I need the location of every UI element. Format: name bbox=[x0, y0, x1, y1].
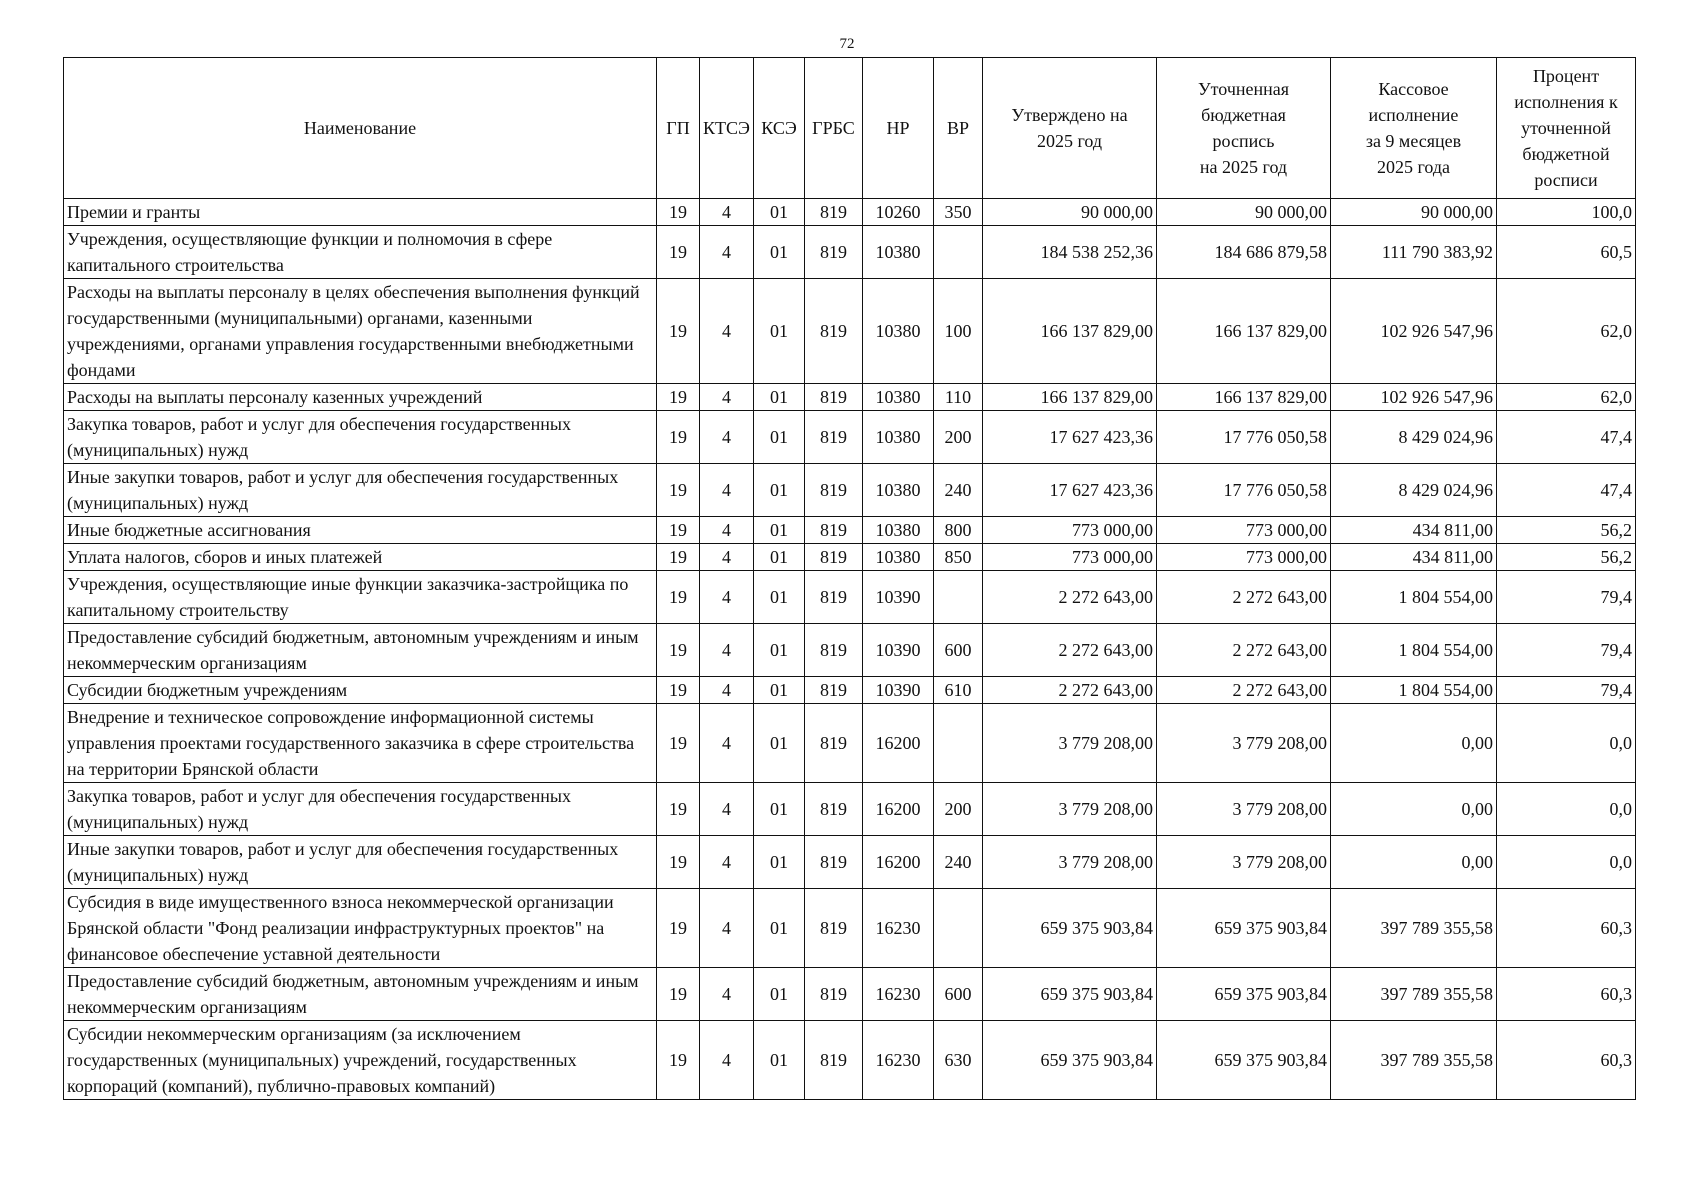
cell-ktse: 4 bbox=[700, 411, 754, 464]
cell-refined: 3 779 208,00 bbox=[1157, 704, 1331, 783]
cell-ktse: 4 bbox=[700, 1021, 754, 1100]
cell-name: Расходы на выплаты персоналу в целях обеспечения выполнения функций государственными (муниципальными) органами, казенными учреждениями, органами управления государственными внебюджетными фондами bbox=[64, 279, 657, 384]
cell-refined: 773 000,00 bbox=[1157, 517, 1331, 544]
cell-cash: 1 804 554,00 bbox=[1331, 677, 1497, 704]
cell-refined: 3 779 208,00 bbox=[1157, 783, 1331, 836]
cell-refined: 2 272 643,00 bbox=[1157, 677, 1331, 704]
cell-gp: 19 bbox=[657, 704, 700, 783]
header-kse: КСЭ bbox=[754, 58, 805, 199]
cell-percent: 0,0 bbox=[1497, 704, 1636, 783]
cell-refined: 166 137 829,00 bbox=[1157, 279, 1331, 384]
cell-gp: 19 bbox=[657, 464, 700, 517]
cell-grbs: 819 bbox=[805, 1021, 863, 1100]
cell-refined: 17 776 050,58 bbox=[1157, 411, 1331, 464]
cell-ktse: 4 bbox=[700, 968, 754, 1021]
cell-gp: 19 bbox=[657, 226, 700, 279]
cell-vr: 800 bbox=[934, 517, 983, 544]
cell-percent: 47,4 bbox=[1497, 411, 1636, 464]
cell-gp: 19 bbox=[657, 411, 700, 464]
cell-name: Субсидия в виде имущественного взноса некоммерческой организации Брянской области "Фонд реализации инфраструктурных проектов" на финансовое обеспечение уставной деятельности bbox=[64, 889, 657, 968]
cell-cash: 102 926 547,96 bbox=[1331, 279, 1497, 384]
cell-grbs: 819 bbox=[805, 384, 863, 411]
cell-kse: 01 bbox=[754, 677, 805, 704]
cell-name: Уплата налогов, сборов и иных платежей bbox=[64, 544, 657, 571]
cell-vr: 630 bbox=[934, 1021, 983, 1100]
cell-approved: 773 000,00 bbox=[983, 517, 1157, 544]
cell-np: 10390 bbox=[863, 571, 934, 624]
cell-approved: 17 627 423,36 bbox=[983, 464, 1157, 517]
cell-grbs: 819 bbox=[805, 968, 863, 1021]
cell-cash: 0,00 bbox=[1331, 783, 1497, 836]
header-refined: Уточненная бюджетная роспись на 2025 год bbox=[1157, 58, 1331, 199]
cell-np: 16200 bbox=[863, 836, 934, 889]
cell-ktse: 4 bbox=[700, 199, 754, 226]
cell-cash: 1 804 554,00 bbox=[1331, 624, 1497, 677]
cell-grbs: 819 bbox=[805, 464, 863, 517]
cell-gp: 19 bbox=[657, 1021, 700, 1100]
cell-cash: 111 790 383,92 bbox=[1331, 226, 1497, 279]
table-row bbox=[64, 783, 1636, 836]
budget-table bbox=[63, 57, 1636, 1100]
cell-vr: 600 bbox=[934, 624, 983, 677]
cell-vr: 200 bbox=[934, 411, 983, 464]
cell-approved: 773 000,00 bbox=[983, 544, 1157, 571]
cell-name: Учреждения, осуществляющие иные функции заказчика-застройщика по капитальному строительству bbox=[64, 571, 657, 624]
header-vr: ВР bbox=[934, 58, 983, 199]
cell-name: Субсидии бюджетным учреждениям bbox=[64, 677, 657, 704]
table-row bbox=[64, 199, 1636, 226]
cell-refined: 166 137 829,00 bbox=[1157, 384, 1331, 411]
cell-gp: 19 bbox=[657, 783, 700, 836]
cell-vr: 610 bbox=[934, 677, 983, 704]
table-row bbox=[64, 624, 1636, 677]
header-cash: Кассовое исполнение за 9 месяцев 2025 года bbox=[1331, 58, 1497, 199]
cell-kse: 01 bbox=[754, 889, 805, 968]
cell-percent: 62,0 bbox=[1497, 279, 1636, 384]
cell-name: Субсидии некоммерческим организациям (за исключением государственных (муниципальных) учреждений, государственных корпораций (компаний), публично-правовых компаний) bbox=[64, 1021, 657, 1100]
cell-cash: 1 804 554,00 bbox=[1331, 571, 1497, 624]
cell-refined: 90 000,00 bbox=[1157, 199, 1331, 226]
table-row bbox=[64, 677, 1636, 704]
cell-name: Закупка товаров, работ и услуг для обеспечения государственных (муниципальных) нужд bbox=[64, 411, 657, 464]
cell-approved: 2 272 643,00 bbox=[983, 571, 1157, 624]
cell-kse: 01 bbox=[754, 517, 805, 544]
cell-grbs: 819 bbox=[805, 199, 863, 226]
cell-vr bbox=[934, 704, 983, 783]
cell-name: Премии и гранты bbox=[64, 199, 657, 226]
cell-name: Иные закупки товаров, работ и услуг для обеспечения государственных (муниципальных) нужд bbox=[64, 836, 657, 889]
cell-refined: 659 375 903,84 bbox=[1157, 968, 1331, 1021]
cell-kse: 01 bbox=[754, 199, 805, 226]
cell-approved: 2 272 643,00 bbox=[983, 677, 1157, 704]
cell-grbs: 819 bbox=[805, 624, 863, 677]
cell-name: Предоставление субсидий бюджетным, автономным учреждениям и иным некоммерческим организациям bbox=[64, 624, 657, 677]
cell-vr: 240 bbox=[934, 464, 983, 517]
cell-cash: 8 429 024,96 bbox=[1331, 464, 1497, 517]
header-grbs: ГРБС bbox=[805, 58, 863, 199]
cell-percent: 47,4 bbox=[1497, 464, 1636, 517]
cell-cash: 0,00 bbox=[1331, 836, 1497, 889]
cell-grbs: 819 bbox=[805, 889, 863, 968]
cell-np: 16230 bbox=[863, 889, 934, 968]
cell-approved: 3 779 208,00 bbox=[983, 783, 1157, 836]
table-row bbox=[64, 968, 1636, 1021]
cell-kse: 01 bbox=[754, 384, 805, 411]
page-number: 72 bbox=[839, 36, 855, 52]
cell-name: Предоставление субсидий бюджетным, автономным учреждениям и иным некоммерческим организациям bbox=[64, 968, 657, 1021]
cell-percent: 60,3 bbox=[1497, 1021, 1636, 1100]
cell-ktse: 4 bbox=[700, 517, 754, 544]
cell-np: 16200 bbox=[863, 783, 934, 836]
cell-approved: 2 272 643,00 bbox=[983, 624, 1157, 677]
cell-gp: 19 bbox=[657, 384, 700, 411]
cell-percent: 0,0 bbox=[1497, 836, 1636, 889]
cell-percent: 56,2 bbox=[1497, 544, 1636, 571]
cell-kse: 01 bbox=[754, 279, 805, 384]
table-row bbox=[64, 889, 1636, 968]
cell-gp: 19 bbox=[657, 279, 700, 384]
cell-gp: 19 bbox=[657, 624, 700, 677]
cell-approved: 3 779 208,00 bbox=[983, 704, 1157, 783]
cell-approved: 3 779 208,00 bbox=[983, 836, 1157, 889]
cell-grbs: 819 bbox=[805, 677, 863, 704]
cell-np: 10260 bbox=[863, 199, 934, 226]
cell-percent: 79,4 bbox=[1497, 624, 1636, 677]
table-header-row bbox=[64, 58, 1636, 199]
cell-grbs: 819 bbox=[805, 517, 863, 544]
cell-grbs: 819 bbox=[805, 704, 863, 783]
cell-gp: 19 bbox=[657, 968, 700, 1021]
cell-grbs: 819 bbox=[805, 226, 863, 279]
cell-grbs: 819 bbox=[805, 783, 863, 836]
cell-cash: 102 926 547,96 bbox=[1331, 384, 1497, 411]
cell-ktse: 4 bbox=[700, 384, 754, 411]
table-row bbox=[64, 1021, 1636, 1100]
cell-ktse: 4 bbox=[700, 624, 754, 677]
cell-percent: 60,3 bbox=[1497, 968, 1636, 1021]
table-row bbox=[64, 571, 1636, 624]
cell-percent: 56,2 bbox=[1497, 517, 1636, 544]
cell-np: 16230 bbox=[863, 968, 934, 1021]
cell-refined: 659 375 903,84 bbox=[1157, 1021, 1331, 1100]
header-percent: Процент исполнения к уточненной бюджетной росписи bbox=[1497, 58, 1636, 199]
cell-np: 10380 bbox=[863, 384, 934, 411]
cell-approved: 659 375 903,84 bbox=[983, 968, 1157, 1021]
cell-gp: 19 bbox=[657, 677, 700, 704]
cell-refined: 2 272 643,00 bbox=[1157, 571, 1331, 624]
cell-grbs: 819 bbox=[805, 279, 863, 384]
cell-name: Учреждения, осуществляющие функции и полномочия в сфере капитального строительства bbox=[64, 226, 657, 279]
cell-approved: 659 375 903,84 bbox=[983, 1021, 1157, 1100]
cell-np: 10390 bbox=[863, 677, 934, 704]
table-row bbox=[64, 226, 1636, 279]
cell-kse: 01 bbox=[754, 464, 805, 517]
cell-kse: 01 bbox=[754, 544, 805, 571]
cell-vr: 110 bbox=[934, 384, 983, 411]
cell-vr: 200 bbox=[934, 783, 983, 836]
cell-cash: 90 000,00 bbox=[1331, 199, 1497, 226]
cell-cash: 8 429 024,96 bbox=[1331, 411, 1497, 464]
cell-ktse: 4 bbox=[700, 226, 754, 279]
cell-gp: 19 bbox=[657, 571, 700, 624]
cell-ktse: 4 bbox=[700, 677, 754, 704]
cell-ktse: 4 bbox=[700, 783, 754, 836]
header-approved: Утверждено на 2025 год bbox=[983, 58, 1157, 199]
cell-kse: 01 bbox=[754, 571, 805, 624]
cell-gp: 19 bbox=[657, 199, 700, 226]
cell-ktse: 4 bbox=[700, 704, 754, 783]
cell-vr: 350 bbox=[934, 199, 983, 226]
header-np: НР bbox=[863, 58, 934, 199]
cell-vr bbox=[934, 226, 983, 279]
cell-percent: 60,3 bbox=[1497, 889, 1636, 968]
cell-np: 10380 bbox=[863, 279, 934, 384]
cell-percent: 60,5 bbox=[1497, 226, 1636, 279]
table-row bbox=[64, 517, 1636, 544]
cell-percent: 62,0 bbox=[1497, 384, 1636, 411]
table-row bbox=[64, 464, 1636, 517]
cell-percent: 79,4 bbox=[1497, 677, 1636, 704]
cell-percent: 0,0 bbox=[1497, 783, 1636, 836]
cell-vr bbox=[934, 889, 983, 968]
cell-ktse: 4 bbox=[700, 464, 754, 517]
table-row bbox=[64, 279, 1636, 384]
cell-approved: 90 000,00 bbox=[983, 199, 1157, 226]
cell-cash: 397 789 355,58 bbox=[1331, 968, 1497, 1021]
cell-np: 10380 bbox=[863, 544, 934, 571]
cell-name: Расходы на выплаты персоналу казенных учреждений bbox=[64, 384, 657, 411]
cell-approved: 659 375 903,84 bbox=[983, 889, 1157, 968]
cell-grbs: 819 bbox=[805, 544, 863, 571]
header-name: Наименование bbox=[64, 58, 657, 199]
cell-percent: 100,0 bbox=[1497, 199, 1636, 226]
table-row bbox=[64, 836, 1636, 889]
cell-name: Внедрение и техническое сопровождение информационной системы управления проектами государственного заказчика в сфере строительства на территории Брянской области bbox=[64, 704, 657, 783]
cell-kse: 01 bbox=[754, 226, 805, 279]
cell-ktse: 4 bbox=[700, 889, 754, 968]
cell-vr bbox=[934, 571, 983, 624]
cell-approved: 17 627 423,36 bbox=[983, 411, 1157, 464]
cell-grbs: 819 bbox=[805, 571, 863, 624]
cell-np: 10380 bbox=[863, 464, 934, 517]
cell-refined: 659 375 903,84 bbox=[1157, 889, 1331, 968]
cell-refined: 3 779 208,00 bbox=[1157, 836, 1331, 889]
table-row bbox=[64, 544, 1636, 571]
cell-np: 10380 bbox=[863, 411, 934, 464]
cell-kse: 01 bbox=[754, 836, 805, 889]
cell-gp: 19 bbox=[657, 836, 700, 889]
table-row bbox=[64, 384, 1636, 411]
cell-gp: 19 bbox=[657, 889, 700, 968]
cell-ktse: 4 bbox=[700, 836, 754, 889]
cell-cash: 0,00 bbox=[1331, 704, 1497, 783]
cell-np: 10390 bbox=[863, 624, 934, 677]
cell-cash: 434 811,00 bbox=[1331, 517, 1497, 544]
cell-refined: 773 000,00 bbox=[1157, 544, 1331, 571]
cell-vr: 240 bbox=[934, 836, 983, 889]
cell-gp: 19 bbox=[657, 517, 700, 544]
cell-name: Закупка товаров, работ и услуг для обеспечения государственных (муниципальных) нужд bbox=[64, 783, 657, 836]
cell-name: Иные закупки товаров, работ и услуг для обеспечения государственных (муниципальных) нужд bbox=[64, 464, 657, 517]
cell-approved: 166 137 829,00 bbox=[983, 279, 1157, 384]
cell-kse: 01 bbox=[754, 411, 805, 464]
cell-grbs: 819 bbox=[805, 411, 863, 464]
cell-ktse: 4 bbox=[700, 544, 754, 571]
cell-vr: 600 bbox=[934, 968, 983, 1021]
header-ktse: КТСЭ bbox=[700, 58, 754, 199]
cell-np: 16230 bbox=[863, 1021, 934, 1100]
table-row bbox=[64, 704, 1636, 783]
cell-approved: 166 137 829,00 bbox=[983, 384, 1157, 411]
cell-percent: 79,4 bbox=[1497, 571, 1636, 624]
cell-refined: 2 272 643,00 bbox=[1157, 624, 1331, 677]
header-gp: ГП bbox=[657, 58, 700, 199]
cell-np: 10380 bbox=[863, 517, 934, 544]
cell-vr: 100 bbox=[934, 279, 983, 384]
cell-np: 10380 bbox=[863, 226, 934, 279]
cell-refined: 17 776 050,58 bbox=[1157, 464, 1331, 517]
cell-kse: 01 bbox=[754, 1021, 805, 1100]
cell-kse: 01 bbox=[754, 704, 805, 783]
cell-kse: 01 bbox=[754, 624, 805, 677]
cell-cash: 397 789 355,58 bbox=[1331, 1021, 1497, 1100]
cell-name: Иные бюджетные ассигнования bbox=[64, 517, 657, 544]
cell-refined: 184 686 879,58 bbox=[1157, 226, 1331, 279]
cell-np: 16200 bbox=[863, 704, 934, 783]
cell-approved: 184 538 252,36 bbox=[983, 226, 1157, 279]
cell-kse: 01 bbox=[754, 783, 805, 836]
cell-vr: 850 bbox=[934, 544, 983, 571]
table-row bbox=[64, 411, 1636, 464]
cell-gp: 19 bbox=[657, 544, 700, 571]
cell-ktse: 4 bbox=[700, 571, 754, 624]
cell-cash: 397 789 355,58 bbox=[1331, 889, 1497, 968]
cell-cash: 434 811,00 bbox=[1331, 544, 1497, 571]
cell-kse: 01 bbox=[754, 968, 805, 1021]
cell-grbs: 819 bbox=[805, 836, 863, 889]
cell-ktse: 4 bbox=[700, 279, 754, 384]
